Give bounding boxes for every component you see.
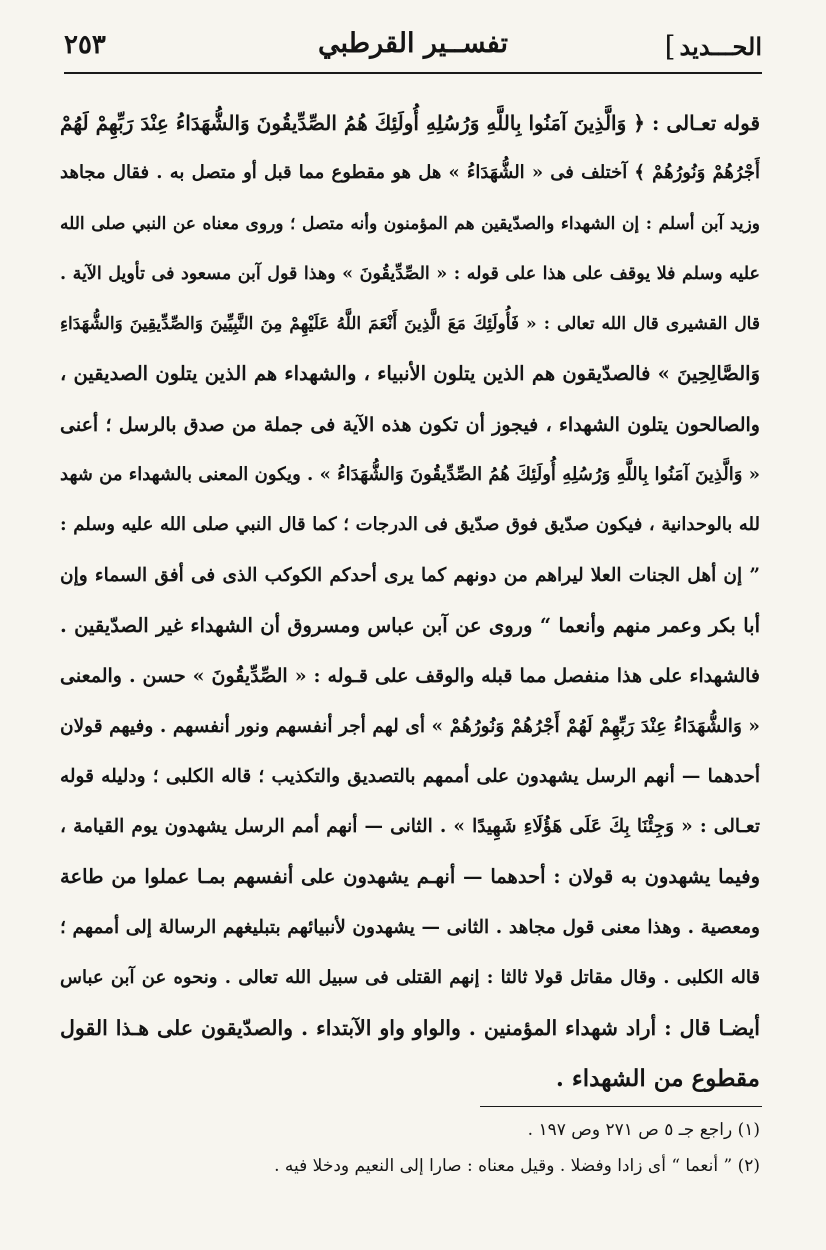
text-line: « وَالشُّهَدَاءُ عِنْدَ رَبِّهِمْ لَهُمْ أَجْرُهُمْ وَنُورُهُمْ » أى لهم أجر أنفسهم ونور أنفسهم . وفيهم قولان: [60, 715, 760, 737]
footnote-2: (٢) ” أنعما “ أى زادا وفضلا . وقيل معناه : صارا إلى النعيم ودخلا فيه .: [274, 1156, 760, 1176]
text-line: قاله الكلبى . وقال مقاتل قولا ثالثا : إنهم القتلى فى سبيل الله تعالى . ونحوه عن آبن عباس: [60, 967, 760, 989]
text-line: وفيما يشهدون به قولان : أحدهما — أنهـم يشهدون على أنفسهم بمـا عملوا من طاعة: [60, 865, 760, 889]
footnote-divider: [480, 1106, 762, 1107]
running-title: تفســير القرطبي: [318, 28, 508, 59]
text-line: أحدهما — أنهم الرسل يشهدون على أممهم بالتصديق والتكذيب ؛ قاله الكلبى ؛ ودليله قوله: [60, 765, 760, 787]
text-line: ” إن أهل الجنات العلا ليراهم من دونهم كما يرى أحدكم الكوكب الذى فى أفق السماء وإن: [60, 564, 760, 586]
surah-name: الحـــديد: [679, 32, 762, 61]
text-line: والصالحون يتلون الشهداء ، فيجوز أن تكون هذه الآية فى جملة من صدق بالرسل ؛ أعنى: [60, 413, 760, 436]
text-line: قوله تعـالى : ﴿ وَالَّذِينَ آمَنُوا بِاللَّهِ وَرُسُلِهِ أُولَئِكَ هُمُ الصِّدِّيقُونَ وَالشُّهَدَاءُ عِنْدَ رَبِّهِمْ لَهُمْ: [60, 111, 760, 135]
footnotes: [60, 1112, 760, 1184]
text-line: عليه وسلم فلا يوقف على هذا على قوله : « الصِّدِّيقُونَ » وهذا قول آبن مسعود فى تأويل الآية .: [60, 263, 760, 284]
text-line: قال القشيرى قال الله تعالى : « فَأُولَئِكَ مَعَ الَّذِينَ أَنْعَمَ اللَّهُ عَلَيْهِمْ مِنَ النَّبِيِّينَ وَالصِّدِّيقِينَ وَالشُّهَدَاءِ: [60, 314, 760, 335]
footnote-1: (١) راجع جـ ٥ ص ٢٧١ وص ١٩٧ .: [527, 1120, 760, 1140]
text-line: فالشهداء على هذا منفصل مما قبله والوقف على قـوله : « الصِّدِّيقُونَ » حسن . والمعنى: [60, 665, 760, 688]
text-line: أَجْرُهُمْ وَنُورُهُمْ ﴾ آختلف فى « الشُّهَدَاءُ » هل هو مقطوع مما قبل أو متصل به . فقال مجاهد: [60, 162, 760, 184]
page-number: ٢٥٣: [64, 30, 106, 60]
text-line: لله بالوحدانية ، فيكون صدّيق فوق صدّيق فى الدرجات ؛ كما قال النبي صلى الله عليه وسلم :: [60, 514, 760, 536]
text-line: « وَالَّذِينَ آمَنُوا بِاللَّهِ وَرُسُلِهِ أُولَئِكَ هُمُ الصِّدِّيقُونَ وَالشُّهَدَاءُ » . ويكون المعنى بالشهداء من شهد: [60, 464, 760, 486]
text-line: وزيد آبن أسلم : إن الشهداء والصدّيقين هم المؤمنون وأنه متصل ؛ وروى معناه عن النبي صلى الله: [60, 213, 760, 234]
header-bracket: ]: [664, 30, 676, 63]
text-line: وَالصَّالِحِينَ » فالصدّيقون هم الذين يتلون الأنبياء ، والشهداء هم الذين يتلون الصديقين ،: [60, 362, 760, 386]
text-line: مقطوع من الشهداء .: [555, 1064, 760, 1092]
text-line: ومعصية . وهذا معنى قول مجاهد . الثانى — يشهدون لأنبيائهم بتبليغهم الرسالة إلى أممهم ؛: [60, 916, 760, 938]
header-divider: [64, 72, 762, 74]
text-line: تعـالى : « وَجِئْنَا بِكَ عَلَى هَؤُلَاءِ شَهِيدًا » . الثانى — أنهم أمم الرسل يشهدون يوم القيامة ،: [60, 816, 760, 838]
text-line: أبا بكر وعمر منهم وأنعما “ وروى عن آبن عباس ومسروق أن الشهداء غير الصدّيقين .: [60, 613, 760, 637]
text-line: أيضـا قال : أراد شهداء المؤمنين . والواو واو الآبتداء . والصدّيقون على هـذا القول: [60, 1016, 760, 1041]
body-text: [60, 98, 760, 1104]
page-header: [64, 22, 762, 70]
